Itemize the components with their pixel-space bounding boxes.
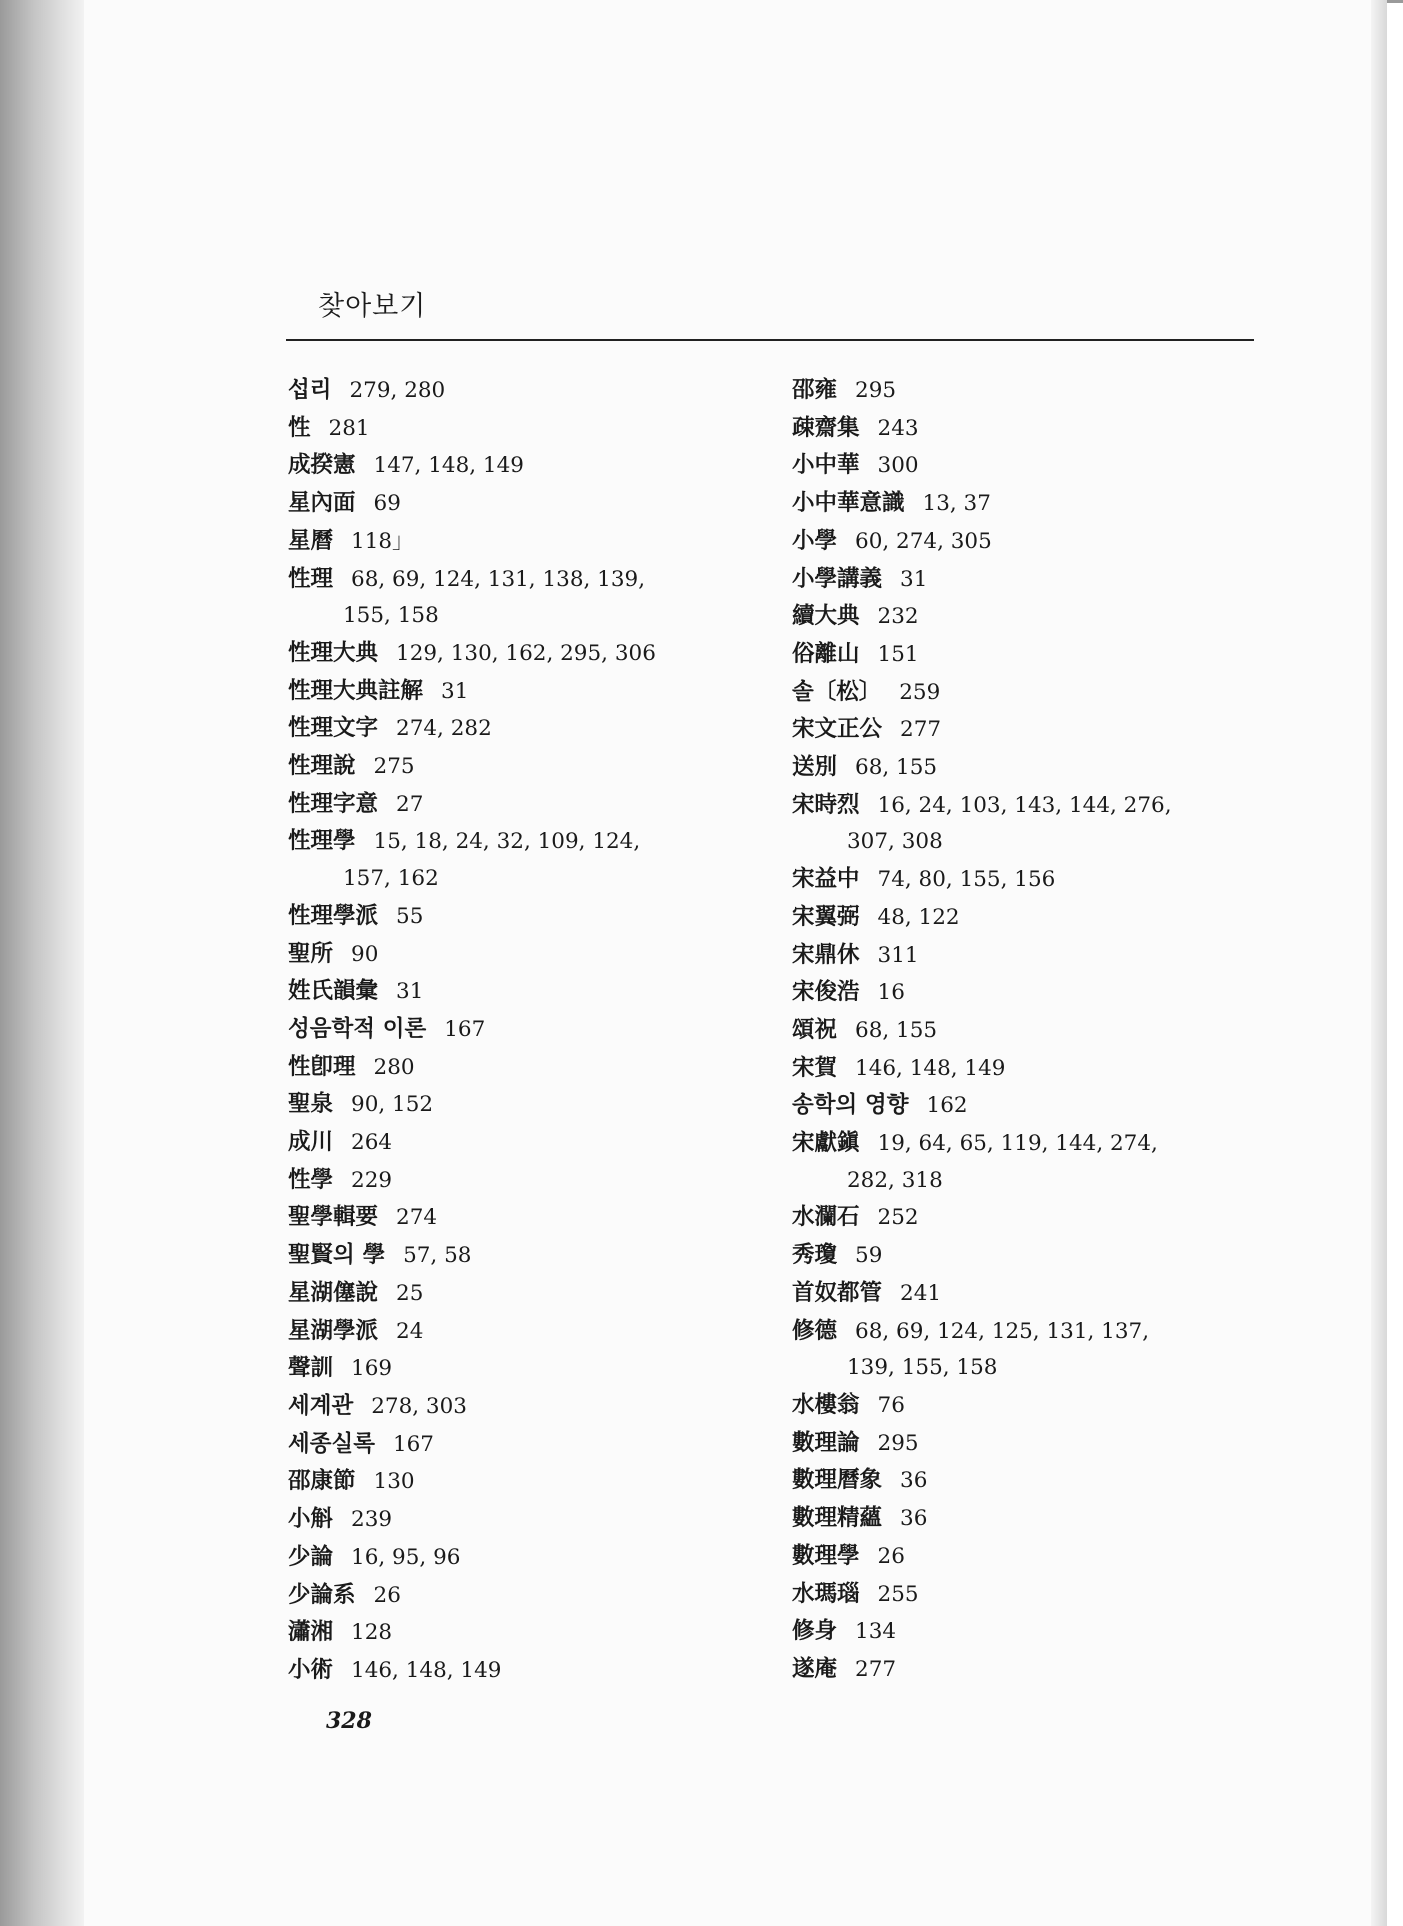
index-term: 小學 — [792, 527, 838, 554]
index-entry — [288, 748, 758, 786]
index-entry — [792, 937, 1272, 975]
index-term: 成川 — [288, 1129, 334, 1156]
index-term: 섭리 — [288, 377, 332, 403]
index-term: 聖所 — [288, 940, 334, 967]
index-entry — [792, 1275, 1272, 1313]
index-page-refs: 76 — [877, 1392, 905, 1418]
index-page-refs: 59 — [855, 1243, 883, 1269]
index-page-refs: 147, 148, 149 — [373, 453, 524, 479]
index-page-refs: 169 — [351, 1356, 393, 1382]
index-term: 成揆憲 — [288, 452, 356, 479]
index-term: 數理學 — [792, 1542, 860, 1569]
index-entry — [288, 1501, 758, 1539]
index-term: 頌祝 — [792, 1016, 838, 1043]
index-page-refs: 277 — [855, 1656, 897, 1682]
index-term: 水瑪瑙 — [792, 1580, 860, 1607]
index-page-refs: 48, 122 — [877, 904, 960, 930]
index-page-refs: 69 — [373, 491, 401, 517]
index-column-right — [792, 372, 1272, 1689]
index-page-refs: 55 — [396, 903, 424, 929]
index-term: 성음학적 이론 — [288, 1015, 427, 1042]
index-entry — [792, 523, 1272, 561]
index-page-refs: 31 — [396, 979, 424, 1005]
index-term: 星曆 — [288, 527, 334, 554]
index-term: 性 — [288, 414, 311, 441]
index-term: 數理曆象 — [792, 1467, 883, 1494]
index-entry — [288, 1577, 758, 1615]
index-term: 俗離山 — [792, 640, 860, 667]
index-term: 性卽理 — [288, 1053, 356, 1080]
index-column-left — [288, 372, 758, 1690]
index-page-refs: 16 — [877, 980, 905, 1006]
index-term: 疎齋集 — [792, 414, 860, 441]
index-page-refs: 295 — [855, 378, 897, 403]
index-entry — [792, 1050, 1272, 1088]
index-page-refs: 264 — [351, 1130, 393, 1156]
index-page-refs: 239 — [351, 1507, 393, 1533]
index-term: 송학의 영향 — [792, 1092, 909, 1119]
index-page-refs: 16, 24, 103, 143, 144, 276, — [877, 792, 1172, 818]
index-entry — [288, 1011, 758, 1049]
index-entry — [288, 1614, 758, 1652]
index-term: 세종실록 — [288, 1430, 375, 1457]
index-entry — [288, 1426, 758, 1464]
index-page-refs: 36 — [900, 1468, 928, 1494]
index-page-refs: 255 — [877, 1581, 919, 1607]
index-page-refs: 60, 274, 305 — [855, 528, 992, 554]
index-page-refs: 280 — [373, 1054, 415, 1080]
index-term: 性理學派 — [288, 902, 379, 929]
index-entry — [792, 372, 1272, 410]
index-page-refs: 151 — [877, 641, 919, 667]
index-page-refs: 232 — [877, 604, 919, 630]
index-term: 少論 — [288, 1543, 334, 1570]
index-term: 聖學輯要 — [288, 1204, 379, 1231]
index-entry — [792, 1500, 1272, 1538]
index-entry — [288, 786, 758, 824]
index-page-refs: 311 — [877, 942, 919, 968]
index-term: 秀瓊 — [792, 1242, 838, 1269]
page-right-edge — [1371, 0, 1387, 1926]
index-entry — [288, 447, 758, 485]
index-term: 瀟湘 — [288, 1619, 334, 1646]
index-page-refs: 129, 130, 162, 295, 306 — [396, 640, 656, 666]
index-page-refs: 281 — [328, 415, 370, 441]
index-term: 修德 — [792, 1317, 838, 1344]
index-entry — [288, 1124, 758, 1162]
index-term: 數理精蘊 — [792, 1505, 883, 1532]
index-page-refs: 13, 37 — [922, 491, 991, 517]
index-entry — [792, 711, 1272, 749]
index-page-refs-continued: 155, 158 — [343, 603, 439, 629]
index-page-refs: 134 — [855, 1619, 897, 1645]
index-page-refs: 146, 148, 149 — [855, 1055, 1006, 1081]
index-entry — [288, 1049, 758, 1087]
index-entry — [792, 974, 1272, 1012]
index-page-refs: 259 — [899, 679, 941, 705]
index-term: 星湖僿說 — [288, 1279, 379, 1306]
index-term: 小中華意識 — [792, 490, 905, 517]
index-page-refs: 118」 — [351, 528, 414, 554]
index-page-refs: 68, 69, 124, 125, 131, 137, — [855, 1318, 1150, 1344]
index-page-refs: 90 — [351, 941, 379, 967]
index-entry — [792, 861, 1272, 899]
index-term: 遂庵 — [792, 1655, 838, 1682]
index-entry — [288, 410, 758, 448]
index-entry — [792, 636, 1272, 674]
index-page-refs: 300 — [877, 453, 919, 479]
index-entry — [792, 1613, 1272, 1651]
index-page-refs: 31 — [900, 566, 928, 592]
index-term: 性理說 — [288, 753, 356, 780]
index-page-refs: 90, 152 — [351, 1092, 434, 1118]
index-page-refs: 243 — [877, 415, 919, 441]
index-term: 小中華 — [792, 452, 860, 479]
index-page-refs: 229 — [351, 1167, 393, 1193]
index-page-refs: 146, 148, 149 — [351, 1657, 502, 1683]
index-entry — [792, 1012, 1272, 1050]
index-term: 數理論 — [792, 1429, 860, 1456]
index-page-refs: 130 — [373, 1469, 415, 1495]
index-page-refs: 74, 80, 155, 156 — [877, 867, 1056, 893]
index-entry — [792, 787, 1272, 861]
index-entry — [288, 936, 758, 974]
index-term: 聖賢의 學 — [288, 1242, 386, 1269]
index-entry — [792, 1125, 1272, 1199]
index-page-refs-continued: 282, 318 — [847, 1167, 943, 1193]
header-rule — [286, 339, 1254, 341]
index-term: 聖泉 — [288, 1091, 334, 1118]
index-term: 宋俊浩 — [792, 979, 860, 1006]
index-page-refs: 241 — [900, 1280, 942, 1306]
index-entry — [288, 1199, 758, 1237]
index-entry — [792, 447, 1272, 485]
index-term: 宋益中 — [792, 866, 860, 893]
index-page-refs: 275 — [373, 754, 415, 780]
index-entry — [792, 1462, 1272, 1500]
index-page-refs: 19, 64, 65, 119, 144, 274, — [877, 1131, 1158, 1157]
index-term: 邵雍 — [792, 377, 838, 403]
index-term: 星內面 — [288, 490, 356, 517]
index-entry — [288, 1162, 758, 1200]
index-page-refs-continued: 157, 162 — [343, 866, 439, 892]
index-term: 小術 — [288, 1656, 334, 1683]
index-page-refs: 167 — [444, 1016, 486, 1042]
index-entry — [288, 1388, 758, 1426]
index-term: 聲訓 — [288, 1355, 334, 1382]
index-entry — [792, 899, 1272, 937]
index-term: 性理文字 — [288, 715, 379, 742]
index-entry — [792, 485, 1272, 523]
index-entry — [288, 1350, 758, 1388]
index-page-refs: 57, 58 — [403, 1243, 472, 1269]
index-page-refs: 274 — [396, 1205, 438, 1231]
index-page-refs: 68, 69, 124, 131, 138, 139, — [351, 566, 646, 592]
index-page-refs: 277 — [900, 717, 942, 743]
index-entry — [288, 635, 758, 673]
index-entry — [288, 1313, 758, 1351]
index-entry — [288, 485, 758, 523]
index-term: 送別 — [792, 754, 838, 781]
index-term: 性學 — [288, 1166, 334, 1193]
book-spine-edge — [0, 0, 85, 1926]
index-entry — [792, 410, 1272, 448]
index-term: 小斛 — [288, 1506, 334, 1533]
index-entry — [792, 1387, 1272, 1425]
index-term: 首奴都管 — [792, 1279, 883, 1306]
index-term: 星湖學派 — [288, 1317, 379, 1344]
index-page-refs: 36 — [900, 1506, 928, 1532]
index-page-refs: 25 — [396, 1280, 424, 1306]
index-term: 宋翼弼 — [792, 903, 860, 930]
index-entry — [288, 673, 758, 711]
index-page-refs: 162 — [926, 1093, 968, 1119]
index-page-refs-continued: 307, 308 — [847, 829, 943, 855]
index-page-refs: 278, 303 — [371, 1393, 467, 1419]
index-entry — [792, 1651, 1272, 1689]
index-entry — [792, 1237, 1272, 1275]
index-entry — [792, 1425, 1272, 1463]
index-term: 水瀾石 — [792, 1204, 860, 1231]
index-page-refs: 27 — [396, 791, 424, 817]
index-term: 水樓翁 — [792, 1391, 860, 1418]
index-entry — [288, 1086, 758, 1124]
page-header-title: 찾아보기 — [318, 291, 427, 322]
index-term: 小學講義 — [792, 565, 883, 592]
index-term: 性理 — [288, 565, 334, 592]
index-entry — [792, 1538, 1272, 1576]
index-page-refs: 31 — [441, 678, 469, 704]
index-page-refs: 252 — [877, 1205, 919, 1231]
index-entry — [792, 1313, 1272, 1387]
index-page-refs: 167 — [392, 1431, 434, 1457]
index-page-refs: 26 — [877, 1543, 905, 1569]
index-entry — [792, 598, 1272, 636]
index-term: 修身 — [792, 1618, 838, 1645]
index-entry — [288, 898, 758, 936]
index-page-refs: 26 — [373, 1582, 401, 1608]
index-entry — [288, 523, 758, 561]
index-page-refs: 15, 18, 24, 32, 109, 124, — [373, 829, 641, 855]
index-term: 邵康節 — [288, 1468, 356, 1495]
index-page-refs: 24 — [396, 1318, 424, 1344]
index-term: 宋賀 — [792, 1054, 838, 1081]
index-term: 솔〔松〕 — [792, 678, 882, 705]
index-entry — [792, 1087, 1272, 1125]
index-entry — [288, 1237, 758, 1275]
page-number: 328 — [326, 1708, 372, 1734]
index-page-refs: 279, 280 — [349, 378, 446, 403]
index-page-refs: 68, 155 — [855, 755, 938, 781]
index-page-refs: 16, 95, 96 — [351, 1544, 461, 1570]
index-term: 性理學 — [288, 828, 356, 855]
index-entry — [792, 561, 1272, 599]
index-entry — [288, 1275, 758, 1313]
index-entry — [792, 749, 1272, 787]
index-entry — [792, 1576, 1272, 1614]
index-entry — [288, 823, 758, 897]
index-term: 姓氏韻彙 — [288, 978, 379, 1005]
index-entry — [288, 561, 758, 635]
index-entry — [288, 1652, 758, 1690]
index-entry — [288, 372, 758, 410]
index-term: 宋時烈 — [792, 791, 860, 818]
index-term: 세계관 — [288, 1392, 354, 1419]
index-entry — [792, 1199, 1272, 1237]
index-entry — [288, 973, 758, 1011]
index-entry — [792, 674, 1272, 712]
index-page-refs: 295 — [877, 1430, 919, 1456]
index-term: 性理大典註解 — [288, 677, 424, 704]
index-term: 宋獻鎭 — [792, 1130, 860, 1157]
index-page-refs: 68, 155 — [855, 1017, 938, 1043]
index-term: 少論系 — [288, 1581, 356, 1608]
index-term: 續大典 — [792, 603, 860, 630]
index-term: 宋文正公 — [792, 716, 883, 743]
index-page-refs: 274, 282 — [396, 716, 492, 742]
index-term: 性理大典 — [288, 639, 379, 666]
index-page-refs-continued: 139, 155, 158 — [847, 1355, 998, 1381]
index-page-refs: 128 — [351, 1620, 393, 1646]
index-term: 性理字意 — [288, 790, 379, 817]
index-entry — [288, 710, 758, 748]
index-entry — [288, 1539, 758, 1577]
index-term: 宋鼎休 — [792, 941, 860, 968]
index-entry — [288, 1463, 758, 1501]
